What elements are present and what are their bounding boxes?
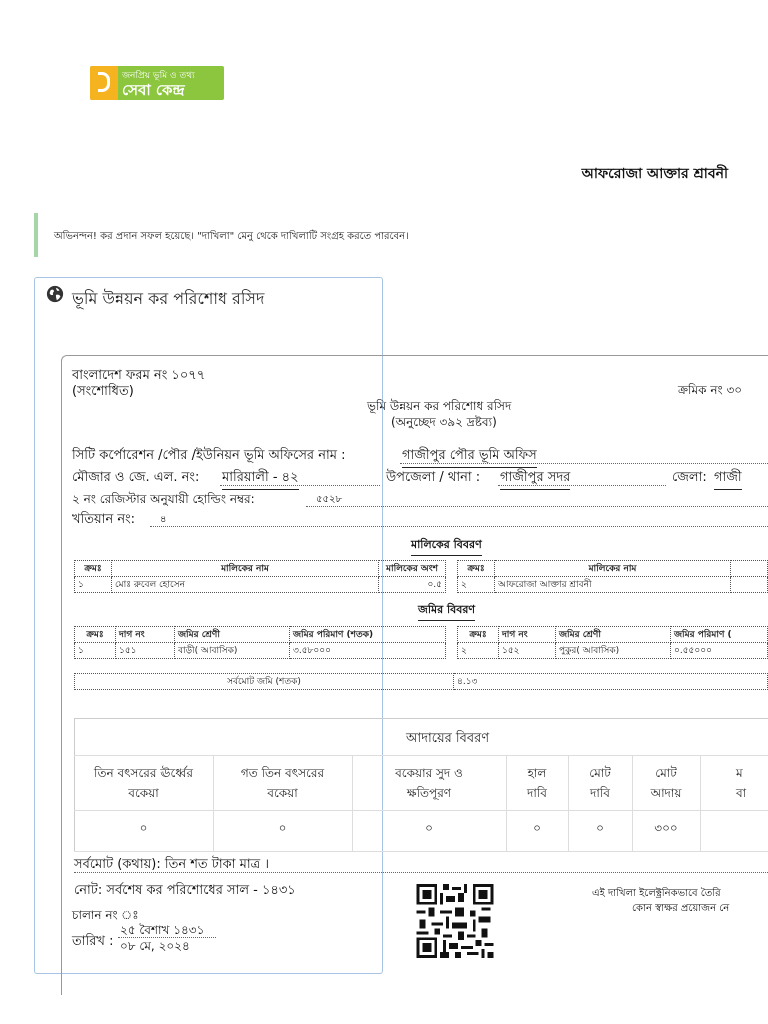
owner-col-name: মালিকের নাম xyxy=(112,561,379,577)
land-col-dag: দাগ নং xyxy=(499,627,556,643)
owner-name: মোঃ রুবেল হোসেন xyxy=(112,577,379,593)
collection-head-6: মোট আদায় xyxy=(650,766,682,800)
collection-value-3: ০ xyxy=(425,821,433,835)
collection-head-7: ম বা xyxy=(736,766,747,800)
district-label: জেলা: xyxy=(672,470,707,485)
challan-label: চালান নং ঃ xyxy=(72,908,139,922)
district-value: গাজী xyxy=(714,468,742,490)
table-row xyxy=(458,577,768,593)
panel-title: ভূমি উন্নয়ন কর পরিশোধ রসিদ xyxy=(72,289,265,308)
khatian-value: ৪ xyxy=(160,514,167,525)
success-alert-text: অভিনন্দন! কর প্রদান সফল হয়েছে। "দাখিলা" মেনু থেকে দাখিলাটি সংগ্রহ করতে পারবেন। xyxy=(54,231,409,242)
logo-mark-icon xyxy=(90,66,118,100)
owner-col-sl: ক্রমঃ xyxy=(75,561,112,577)
upazila-value: গাজীপুর সদর xyxy=(500,468,570,490)
collection-head-1: তিন বৎসরের ঊর্ধ্বের বকেয়া xyxy=(94,766,193,800)
serial-number: ক্রমিক নং ৩০ xyxy=(678,383,743,397)
owner-col-sl: ক্রমঃ xyxy=(458,561,495,577)
owners-table-right xyxy=(457,560,768,593)
land-col-dag: দাগ নং xyxy=(116,627,175,643)
collection-title: আদায়ের বিবরণ xyxy=(406,731,490,746)
owners-heading: মালিকের বিবরণ xyxy=(411,536,482,556)
collection-value-4: ০ xyxy=(533,821,541,835)
lands-table-right xyxy=(457,626,768,659)
electronic-note-line-1: এই দাখিলা ইলেক্ট্রনিকভাবে তৈরি xyxy=(592,888,721,899)
owner-sl: ২ xyxy=(458,577,495,593)
owner-col-name: মালিকের নাম xyxy=(495,561,731,577)
land-col-sl: ক্রমঃ xyxy=(458,627,499,643)
form-number: বাংলাদেশ ফরম নং ১০৭৭ xyxy=(72,368,206,383)
collection-head-4: হাল দাবি xyxy=(527,766,547,800)
holding-value: ৫৫২৮ xyxy=(316,494,342,505)
owner-share: ০.৫ xyxy=(379,577,446,593)
land-col-amount: জমির পরিমাণ (শতক) xyxy=(290,627,446,643)
electronic-note-line-2: কোন স্বাক্ষর প্রয়োজন নে xyxy=(632,903,730,914)
logo-line-1: জনপ্রিয় ভূমি ও তথ্য xyxy=(122,71,195,81)
table-row xyxy=(75,643,446,659)
owner-share xyxy=(731,577,768,593)
land-sl: ২ xyxy=(458,643,499,659)
receipt-subtitle: (অনুচ্ছেদ ৩৯২ দ্রষ্টব্য) xyxy=(391,415,497,429)
lands-total-value: ৪.১৩ xyxy=(454,674,768,690)
land-amount: ৩.৫৮০০০ xyxy=(290,643,446,659)
lands-total-label: সর্বমোট জমি (শতক) xyxy=(75,674,454,690)
land-sl: ১ xyxy=(75,643,116,659)
table-row xyxy=(458,643,768,659)
lands-table-left xyxy=(74,626,446,659)
mouza-label: মৌজার ও জে. এল. নং: xyxy=(72,470,200,485)
date-bangla: ২৫ বৈশাখ ১৪৩১ xyxy=(120,923,205,937)
land-col-class: জমির শ্রেণী xyxy=(175,627,290,643)
holding-label: ২ নং রেজিস্টার অনুযায়ী হোল্ডিং নম্বর: xyxy=(72,492,255,506)
site-logo[interactable] xyxy=(90,66,224,100)
collection-head-2: গত তিন বৎসরের বকেয়া xyxy=(240,766,325,800)
collection-head-3: বকেয়ার সুদ ও ক্ষতিপূরণ xyxy=(395,766,463,800)
lands-heading: জমির বিবরণ xyxy=(418,601,475,621)
user-name[interactable]: আফরোজা আক্তার শ্রাবনী xyxy=(581,166,728,182)
collection-value-1: ০ xyxy=(139,821,148,835)
last-payment-note: নোট: সর্বশেষ কর পরিশোধের সাল - ১৪৩১ xyxy=(74,883,296,898)
table-row xyxy=(75,577,446,593)
land-col-class: জমির শ্রেণী xyxy=(556,627,671,643)
owner-col-share: মালিকের অংশ xyxy=(379,561,446,577)
owner-sl: ১ xyxy=(75,577,112,593)
globe-icon xyxy=(46,285,64,307)
land-dag: ১৫২ xyxy=(499,643,556,659)
qr-code-icon[interactable] xyxy=(416,884,494,958)
collection-value-6: ৩০০ xyxy=(654,821,678,835)
logo-line-2: সেবা কেন্দ্র xyxy=(122,81,185,99)
collection-head-5: মোট দাবি xyxy=(589,766,611,800)
form-revised: (সংশোধিত) xyxy=(72,384,134,399)
collection-value-5: ০ xyxy=(596,821,604,835)
land-col-amount: জমির পরিমাণ ( xyxy=(671,627,768,643)
total-in-words: সর্বমোট (কথায়): তিন শত টাকা মাত্র । xyxy=(74,857,269,872)
mouza-value: মারিয়ালী - ৪২ xyxy=(222,468,299,490)
land-dag: ১৫১ xyxy=(116,643,175,659)
land-class: পুকুর( আবাসিক) xyxy=(556,643,671,659)
office-value: গাজীপুর পৌর ভূমি অফিস xyxy=(402,446,537,468)
office-label: সিটি কর্পোরেশন /পৌর /ইউনিয়ন ভূমি অফিসের নাম : xyxy=(72,448,346,463)
upazila-label: উপজেলা / থানা : xyxy=(386,470,481,485)
owner-name: আফরোজা আক্তার শ্রাবনী xyxy=(495,577,731,593)
date-english: ০৮ মে, ২০২৪ xyxy=(120,939,190,953)
lands-total-row xyxy=(74,673,768,690)
collection-value-2: ০ xyxy=(278,821,287,835)
receipt-title: ভূমি উন্নয়ন কর পরিশোধ রসিদ xyxy=(367,399,512,413)
land-amount: ০.৫৫০০০ xyxy=(671,643,768,659)
owners-table-left xyxy=(74,560,446,593)
land-col-sl: ক্রমঃ xyxy=(75,627,116,643)
khatian-label: খতিয়ান নং: xyxy=(72,512,136,527)
date-label: তারিখ : xyxy=(72,934,114,949)
land-class: বাড়ী( আবাসিক) xyxy=(175,643,290,659)
